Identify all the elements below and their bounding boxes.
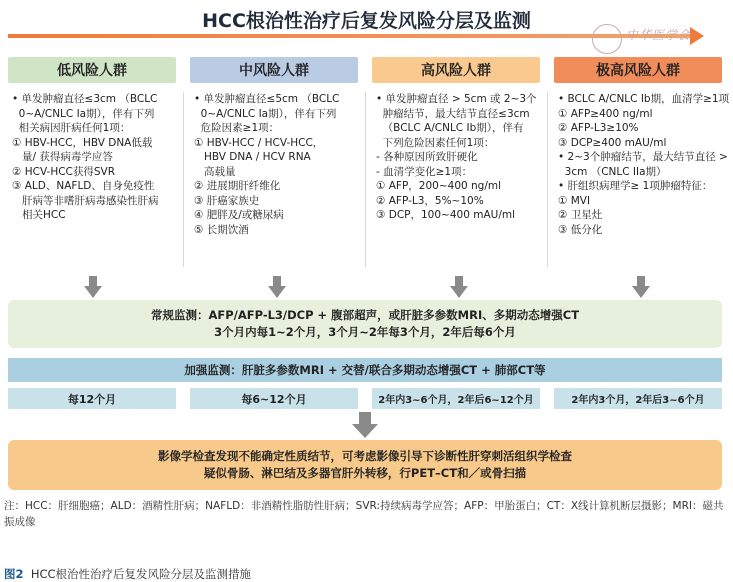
criteria-line: • 2~3个肿瘤结节，最大结节直径 > <box>558 151 728 163</box>
routine-monitoring-box <box>8 300 722 348</box>
criteria-line: 相关病因肝病任何1项： <box>12 122 131 134</box>
footnote: 注：HCC：肝细胞癌；ALD：酒精性肝病；NAFLD：非酒精性脂肪性肝病；SVR:持续病毒学应答；AFP：甲胎蛋白；CT：X线计算机断层摄影；MRI：磁共振成像 <box>4 500 724 528</box>
criteria-line: 0~A/CNLC Ia期），伴有下列 <box>194 107 337 120</box>
criteria-line: - 各种原因所致肝硬化 <box>376 151 478 163</box>
down-arrow-icon <box>450 276 468 298</box>
imaging-followup-box <box>8 440 722 490</box>
criteria-line: • 单发肿瘤直径≤3cm （BCLC <box>12 93 158 105</box>
header-low-risk <box>8 57 176 83</box>
column-low-risk <box>12 92 182 223</box>
criteria-line: ③ DCP，100~400 mAU/ml <box>376 209 515 221</box>
routine-monitoring-text: 常规监测：AFP/AFP-L3/DCP + 腹部超声，或肝脏多参数MRI、多期动态增强CT <box>150 308 580 322</box>
down-arrow-icon <box>632 276 650 298</box>
criteria-line: 相关HCC <box>12 209 66 221</box>
criteria-line: ② 进展期肝纤维化 <box>194 180 281 192</box>
criteria-line: • 单发肿瘤直径 > 5cm 或 2~3个 <box>376 93 537 105</box>
criteria-line: （BCLC A/CNLC Ib期），伴有 <box>376 122 524 134</box>
column-very-high-risk <box>558 92 730 237</box>
interval-high-risk <box>372 388 540 409</box>
header-medium-risk-label: 中风险人群 <box>239 63 309 79</box>
interval-medium-risk <box>190 388 358 409</box>
caption-label: 图2 <box>4 567 24 581</box>
criteria-line: ③ 肝癌家族史 <box>194 194 260 207</box>
interval-very-high-risk <box>554 388 722 409</box>
criteria-line: 高载量 <box>194 165 236 178</box>
criteria-line: ② AFP-L3≥10% <box>558 122 639 134</box>
criteria-line: 0~A/CNLC Ia期），伴有下列 <box>12 107 155 120</box>
criteria-line: • 单发肿瘤直径≤5cm （BCLC <box>194 93 340 105</box>
interval-medium-risk-text: 每6~12个月 <box>241 392 307 406</box>
criteria-line: 肿瘤结节，最大结节直径≤3cm <box>376 107 530 120</box>
watermark-logo <box>592 24 622 54</box>
column-divider <box>547 92 548 267</box>
title-arrow-icon <box>690 27 704 45</box>
watermark-text: 中华医学会 <box>626 28 692 42</box>
down-arrow-icon <box>84 276 102 298</box>
criteria-line: ① HBV-HCC，HBV DNA低载 <box>12 136 153 149</box>
enhanced-monitoring-bar <box>8 358 722 382</box>
criteria-line: ④ 肥胖及/或糖尿病 <box>194 209 284 221</box>
header-very-high-risk <box>554 57 722 83</box>
criteria-line: ③ ALD、NAFLD、自身免疫性 <box>12 180 155 192</box>
column-divider <box>183 92 184 267</box>
criteria-line: ② HCV-HCC获得SVR <box>12 165 116 178</box>
criteria-line: ③ 低分化 <box>558 223 603 236</box>
interval-very-high-risk-text: 2年内3个月，2年后3~6个月 <box>571 395 705 406</box>
interval-low-risk <box>8 388 176 409</box>
interval-high-risk-text: 2年内3~6个月，2年后6~12个月 <box>378 395 534 406</box>
column-divider <box>365 92 366 267</box>
criteria-line: ① AFP≥400 ng/ml <box>558 107 653 120</box>
criteria-line: ⑤ 长期饮酒 <box>194 223 249 236</box>
criteria-line: ② AFP-L3，5%~10% <box>376 194 484 207</box>
criteria-line: 危险因素≥1项： <box>194 122 280 134</box>
figure-caption <box>4 566 251 582</box>
criteria-line: • 肝组织病理学≥ 1项肿瘤特征： <box>558 180 713 192</box>
criteria-line: • BCLC A/CNLC Ib期，血清学≥1项 <box>558 93 730 105</box>
criteria-line: HBV DNA / HCV RNA <box>194 151 311 163</box>
interval-low-risk-text: 每12个月 <box>67 392 117 406</box>
enhanced-monitoring-text: 加强监测：肝脏多参数MRI + 交替/联合多期动态增强CT + 肺部CT等 <box>184 362 546 377</box>
header-high-risk-label: 高风险人群 <box>421 63 491 79</box>
header-medium-risk <box>190 57 358 83</box>
criteria-line: ① AFP，200~400 ng/ml <box>376 180 502 192</box>
criteria-line: ① MVI <box>558 194 591 207</box>
criteria-line: 量/ 获得病毒学应答 <box>12 151 113 163</box>
header-low-risk-label: 低风险人群 <box>57 63 127 79</box>
criteria-line: ① HBV-HCC / HCV-HCC， <box>194 136 324 149</box>
routine-monitoring-schedule: 3个月内每1~2个月，3个月~2年每3个月，2年后每6个月 <box>214 325 516 339</box>
criteria-line: 3cm （CNLC IIa期） <box>558 165 667 178</box>
header-very-high-risk-label: 极高风险人群 <box>596 63 680 79</box>
diagram-title: HCC根治性治疗后复发风险分层及监测 <box>202 10 531 32</box>
column-high-risk <box>376 92 546 223</box>
metastasis-followup-text: 疑似骨肠、淋巴结及多器官肝外转移，行PET–CT和／或骨扫描 <box>203 466 527 480</box>
imaging-followup-text: 影像学检查发现不能确定性质结节，可考虑影像引导下诊断性肝穿刺活组织学检查 <box>158 449 572 463</box>
header-high-risk <box>372 57 540 83</box>
down-arrow-icon <box>268 276 286 298</box>
criteria-line: ② 卫星灶 <box>558 209 603 221</box>
caption-text: HCC根治性治疗后复发风险分层及监测措施 <box>30 567 252 581</box>
criteria-line: 下列危险因素任何1项： <box>376 136 495 149</box>
criteria-line: ③ DCP≥400 mAU/ml <box>558 136 667 149</box>
criteria-line: 肝病等非嗜肝病毒感染性肝病 <box>12 194 159 207</box>
column-medium-risk <box>194 92 364 237</box>
down-arrow-icon <box>352 412 378 438</box>
criteria-line: - 血清学变化≥1项： <box>376 165 473 178</box>
